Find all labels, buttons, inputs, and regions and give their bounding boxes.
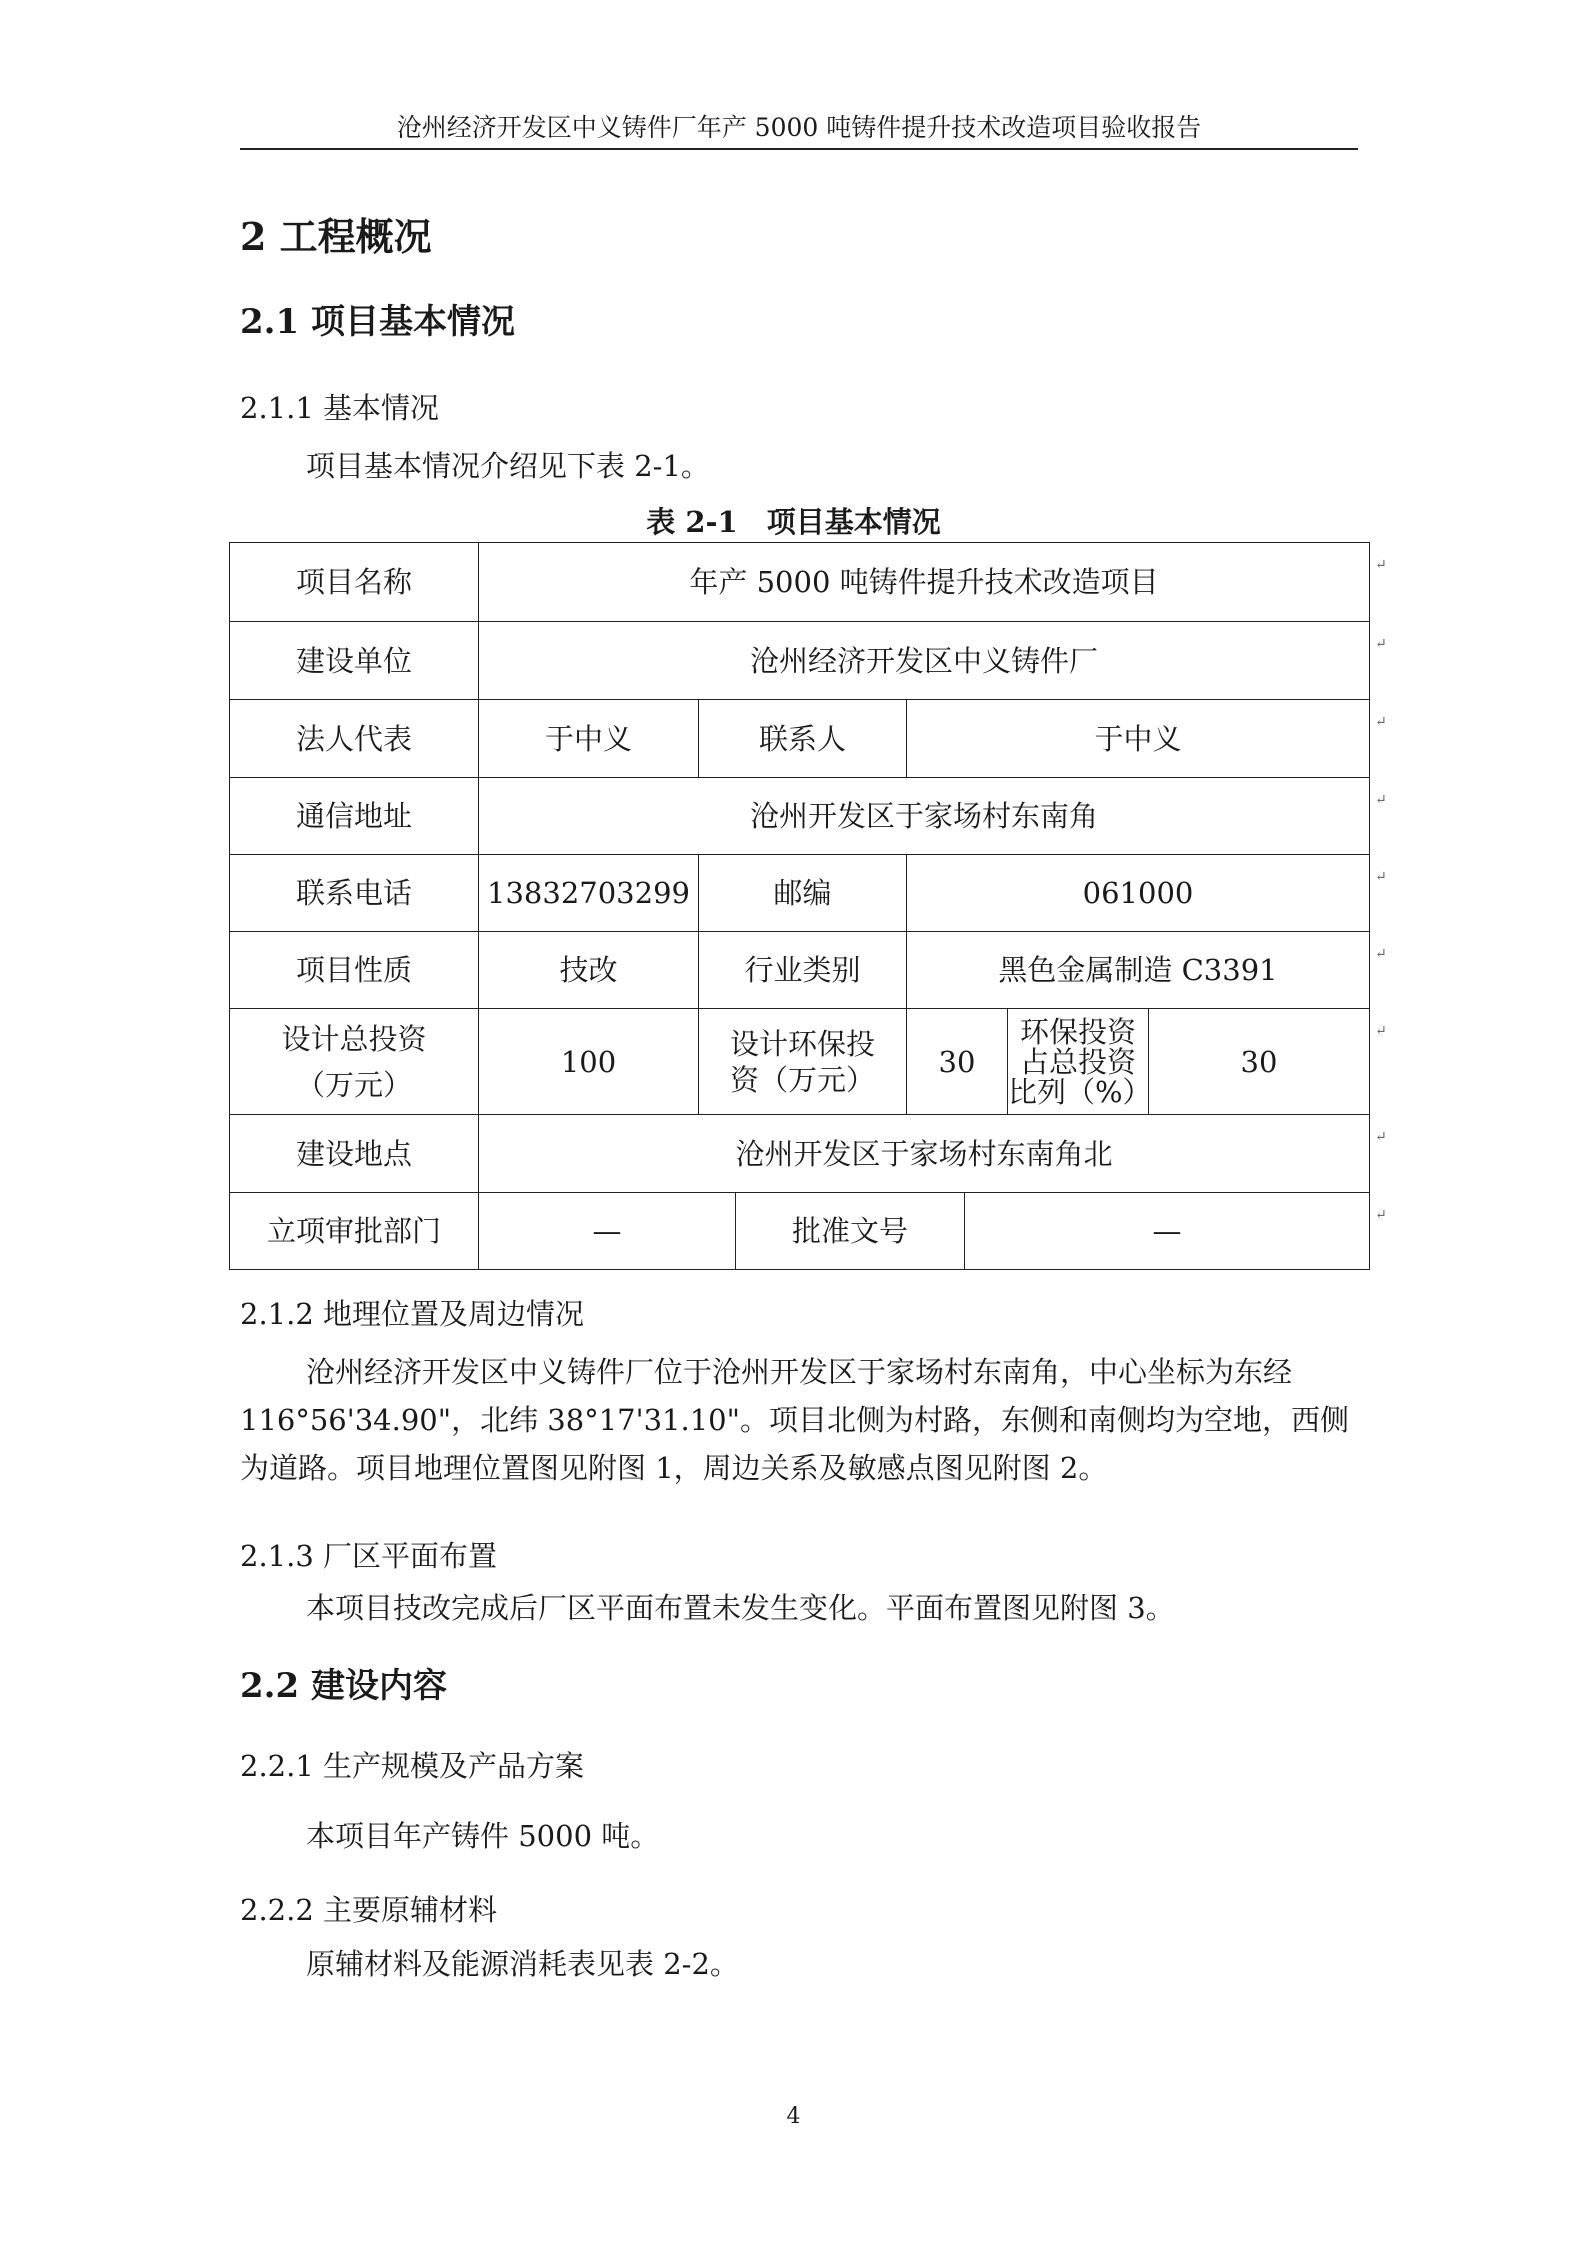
cell-total-invest: 100 [478,1008,699,1115]
table-caption: 表 2-1 项目基本情况 [646,505,941,539]
paragraph-mark: ↵ [1375,792,1387,808]
cell-builder-label: 建设单位 [229,621,479,700]
project-info-table [229,542,1387,1270]
paragraph-mark: ↵ [1375,869,1387,885]
paragraph-2-1-3: 本项目技改完成后厂区平面布置未发生变化。平面布置图见附图 3。 [306,1591,1175,1625]
total-invest-label-line1: 设计总投资 [281,1021,427,1056]
cell-postcode-label: 邮编 [698,854,907,932]
ratio-label-line3: 比列（%） [1008,1074,1152,1109]
cell-approval-no-label: 批准文号 [735,1192,965,1270]
paragraph-mark: ↵ [1375,714,1387,730]
cell-approval-no: — [964,1192,1370,1270]
cell-env-invest-label [698,1008,907,1115]
cell-ratio-label [1007,1008,1152,1115]
cell-total-invest-label [229,1008,479,1115]
cell-address: 沧州开发区于家场村东南角 [478,777,1370,855]
paragraph-2-1-2: 沧州经济开发区中义铸件厂位于沧州开发区于家场村东南角，中心坐标为东经 116°56'34.90"，北纬 38°17'31.10"。项目北侧为村路，东侧和南侧均为空地，西侧为道路。项目地理位置图见附图 1，周边关系及敏感点图见附图 2。 [240,1355,1349,1485]
cell-nature: 技改 [478,931,699,1009]
cell-approval-dept-label: 立项审批部门 [229,1192,479,1270]
cell-legal-rep-label: 法人代表 [229,699,479,778]
subsection-heading-2-1-1: 2.1.1 基本情况 [240,391,440,425]
env-invest-label-line2: 资（万元） [729,1062,875,1097]
page-header: 沧州经济开发区中义铸件厂年产 5000 吨铸件提升技术改造项目验收报告 [396,113,1202,142]
paragraph-mark: ↵ [1375,1207,1387,1223]
subsection-heading-2-1-2: 2.1.2 地理位置及周边情况 [240,1297,585,1331]
paragraph-2-2-1: 本项目年产铸件 5000 吨。 [306,1819,660,1853]
total-invest-label-line2: （万元） [295,1067,412,1102]
cell-builder: 沧州经济开发区中义铸件厂 [478,621,1370,700]
paragraph-mark: ↵ [1375,1023,1387,1039]
env-invest-label-line1: 设计环保投 [729,1026,875,1061]
paragraph-mark: ↵ [1375,946,1387,962]
cell-project-name: 年产 5000 吨铸件提升技术改造项目 [478,542,1370,622]
cell-postcode: 061000 [906,854,1370,932]
cell-phone-label: 联系电话 [229,854,479,932]
cell-site: 沧州开发区于家场村东南角北 [478,1114,1370,1193]
paragraph-mark: ↵ [1375,1129,1387,1145]
cell-approval-dept: — [478,1192,736,1270]
cell-site-label: 建设地点 [229,1114,479,1193]
cell-address-label: 通信地址 [229,777,479,855]
section-heading-2-2: 2.2 建设内容 [240,1666,447,1706]
cell-industry: 黑色金属制造 C3391 [906,931,1370,1009]
ratio-label-line2: 占总投资 [1019,1044,1136,1079]
cell-contact: 于中义 [906,699,1370,778]
subsection-heading-2-2-1: 2.2.1 生产规模及产品方案 [240,1749,585,1783]
cell-project-name-label: 项目名称 [229,542,479,622]
section-heading-2-1: 2.1 项目基本情况 [240,302,515,342]
cell-nature-label: 项目性质 [229,931,479,1009]
cell-phone: 13832703299 [478,854,699,932]
cell-ratio: 30 [1148,1008,1370,1115]
chapter-heading: 2 工程概况 [240,214,432,259]
subsection-heading-2-1-3: 2.1.3 厂区平面布置 [240,1539,498,1573]
paragraph-2-2-2: 原辅材料及能源消耗表见表 2-2。 [306,1947,739,1981]
page-number: 4 [786,2104,801,2129]
cell-industry-label: 行业类别 [698,931,907,1009]
cell-contact-label: 联系人 [698,699,907,778]
header-rule [240,148,1358,150]
paragraph-mark: ↵ [1375,636,1387,652]
ratio-label-line1: 环保投资 [1019,1014,1136,1049]
paragraph-2-1-1: 项目基本情况介绍见下表 2-1。 [306,449,710,483]
paragraph-mark: ↵ [1375,557,1387,573]
cell-legal-rep: 于中义 [478,699,699,778]
cell-env-invest: 30 [906,1008,1008,1115]
subsection-heading-2-2-2: 2.2.2 主要原辅材料 [240,1893,498,1927]
